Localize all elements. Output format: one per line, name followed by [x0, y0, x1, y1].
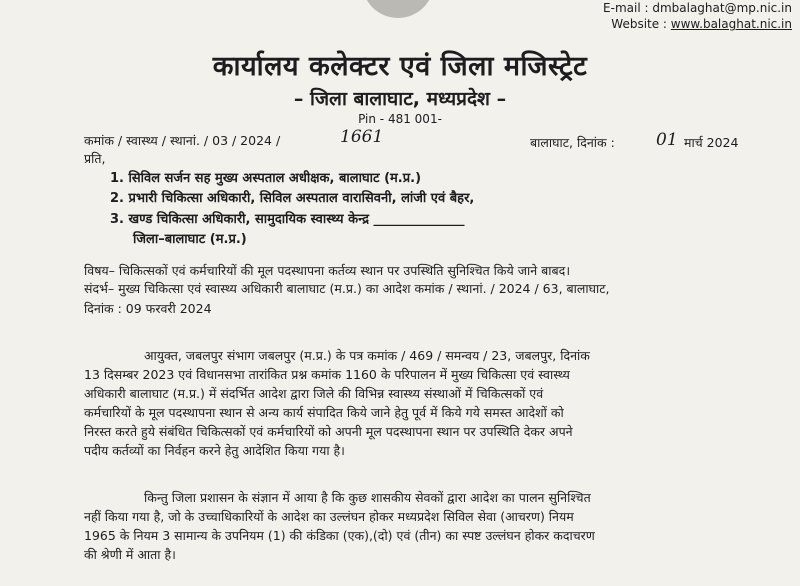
contact-block: [603, 0, 792, 32]
paragraph-1-line-2: 13 दिसम्बर 2023 एवं विधानसभा तारांकित प्रश्न कमांक 1160 के परिपालन में मुख्य चिकित्सा एवं स्वास्थ्य: [84, 367, 570, 382]
place-date-label: बालाघाट, दिनांक :: [530, 135, 615, 150]
paragraph-2-line-4: की श्रेणी में आता है।: [84, 547, 176, 562]
paragraph-2: [84, 488, 754, 564]
recipient-3-district: जिला–बालाघाट (म.प्र.): [133, 232, 247, 247]
website-label: Website :: [611, 17, 671, 31]
recipient-1: 1. सिविल सर्जन सह मुख्य अस्पताल अधीक्षक, बालाघाट (म.प्र.): [110, 171, 422, 186]
to-label: प्रति,: [84, 151, 106, 166]
reference-line-1: संदर्भ– मुख्य चिकित्सा एवं स्वास्थ्य अधिकारी बालाघाट (म.प्र.) का आदेश कमांक / स्थानां. / 2024 / 63, बालाघाट,: [84, 281, 610, 296]
paragraph-1-line-6: पदीय कर्तव्यों का निर्वहन करने हेतु आदेशित किया गया है।: [84, 443, 345, 458]
month-year: मार्च 2024: [684, 135, 739, 150]
website-link[interactable]: www.balaghat.nic.in: [670, 17, 792, 31]
pin-code: Pin - 481 001-: [358, 112, 442, 126]
handwritten-dispatch-number: 1661: [340, 127, 384, 147]
website-line: [603, 16, 792, 32]
paragraph-2-line-3: 1965 के नियम 3 सामान्य के उपनियम (1) की कंडिका (एक),(दो) एवं (तीन) का स्पष्ट उल्लंघन होकर कदाचरण: [84, 528, 595, 543]
recipient-3: 3. खण्ड चिकित्सा अधिकारी, सामुदायिक स्वास्थ्य केन्द्र ______________: [110, 212, 465, 227]
paragraph-1-line-1: आयुक्त, जबलपुर संभाग जबलपुर (म.प्र.) के पत्र कमांक / 469 / समन्वय / 23, जबलपुर, दिनांक: [144, 348, 590, 363]
paragraph-1-line-3: अधिकारी बालाघाट (म.प्र.) में संदर्भित आदेश द्वारा जिले की विभिन्न स्वास्थ्य संस्थाओं में चिकित्सकों एवं: [84, 386, 544, 401]
paragraph-2-line-2: नहीं किया गया है, जो के उच्चाधिकारियों के आदेश का उल्लंघन होकर मध्यप्रदेश सिविल सेवा (आचरण) नियम: [84, 509, 574, 524]
recipient-2: 2. प्रभारी चिकित्सा अधिकारी, सिविल अस्पताल वारासिवनी, लांजी एवं बैहर,: [110, 191, 475, 206]
government-emblem-icon: [362, 0, 434, 18]
paragraph-2-line-1: किन्तु जिला प्रशासन के संज्ञान में आया है कि कुछ शासकीय सेवकों द्वारा आदेश का पालन सुनिश्चित: [144, 490, 591, 505]
subject-line: विषय– चिकित्सकों एवं कर्मचारियों की मूल पदस्थापना कर्तव्य स्थान पर उपस्थिति सुनिश्चित किये जाने बाबद।: [84, 263, 571, 278]
office-title: कार्यालय कलेक्टर एवं जिला मजिस्ट्रेट: [212, 51, 588, 82]
handwritten-date: 01: [656, 130, 678, 150]
email-text: E-mail : dmbalaghat@mp.nic.in: [603, 1, 792, 15]
paragraph-1-line-4: कर्मचारियों के मूल पदस्थापना स्थान से अन्य कार्य संपादित किये जाने हेतु पूर्व में किये गये समस्त आदेशों को: [84, 405, 564, 420]
reference-number: कमांक / स्वास्थ्य / स्थानां. / 03 / 2024 /: [84, 133, 281, 148]
district-line: – जिला बालाघाट, मध्यप्रदेश –: [293, 88, 507, 110]
paragraph-1: [84, 346, 754, 460]
paragraph-1-line-5: निरस्त करते हुये संबंधित चिकित्सकों एवं कर्मचारियों को अपनी मूल पदस्थापना स्थान पर उपस्थिति देकर अपने: [84, 424, 573, 439]
reference-line-2: दिनांक : 09 फरवरी 2024: [84, 301, 212, 316]
